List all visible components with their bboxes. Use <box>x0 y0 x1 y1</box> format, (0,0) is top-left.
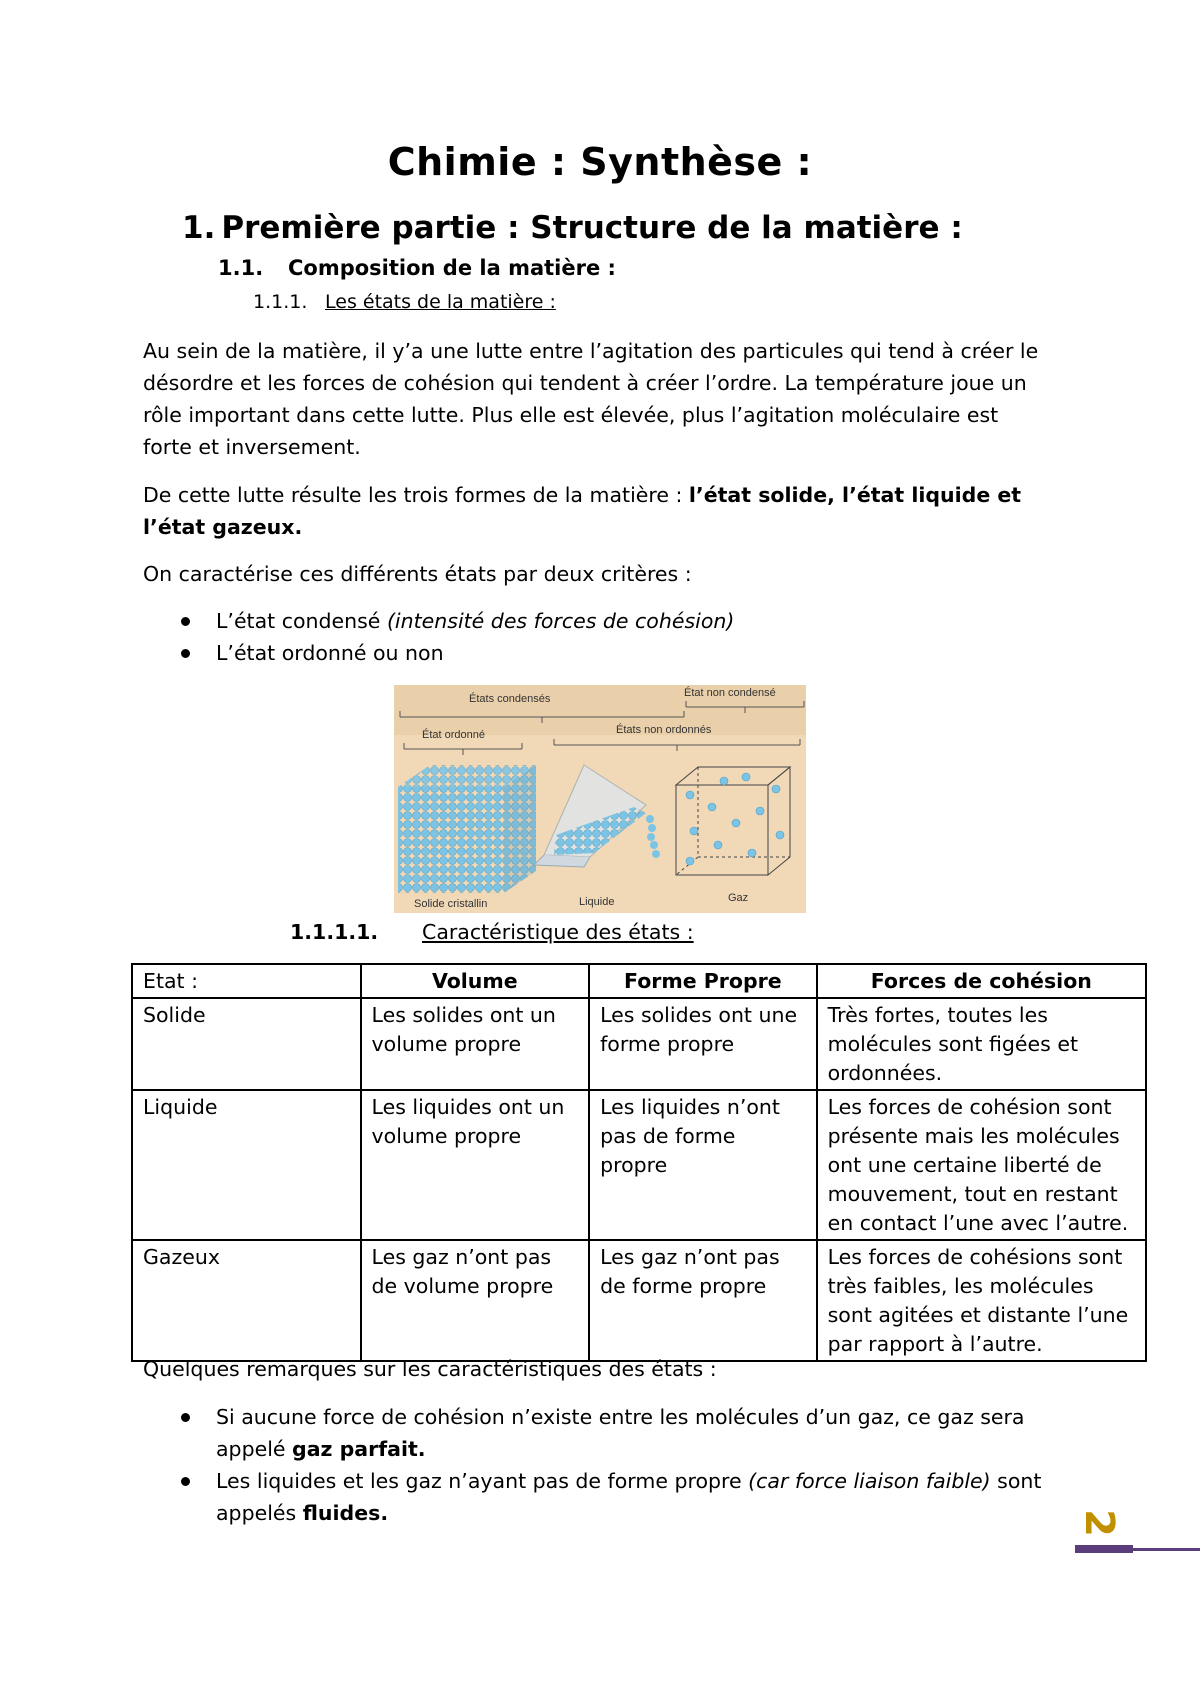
brace-non-ordered <box>554 739 800 751</box>
states-of-matter-figure <box>394 685 806 913</box>
paragraph-intro: Au sein de la matière, il y’a une lutte entre l’agitation des particules qui tend à créer le désordre et les forces de cohésion qui tendent à créer l’ordre. La température joue un rôle important dans cette lutte. Plus elle est élevée, plus l’agitation moléculaire est forte et inversement. <box>143 339 1039 459</box>
criteria-list <box>143 605 734 669</box>
bullet-icon <box>181 617 190 626</box>
section-number: 1.1.1.1. <box>290 920 379 944</box>
section-number: 1. <box>182 210 216 246</box>
table-cell: Très fortes, toutes les molécules sont figées et ordonnées. <box>817 998 1146 1090</box>
label-gas: Gaz <box>728 892 749 904</box>
solid-cube <box>398 765 536 893</box>
paragraph-criteria: On caractérise ces différents états par deux critères : <box>143 562 692 586</box>
remarks-intro: Quelques remarques sur les caractéristiques des états : <box>143 1357 717 1381</box>
paragraph-bold: l’état solide, l’état liquide et l’état gazeux. <box>143 483 1022 539</box>
section-heading-1-1-1-1 <box>290 920 694 944</box>
list-item-text: L’état ordonné ou non <box>216 641 444 665</box>
section-title: Composition de la matière : <box>288 256 616 280</box>
list-item-text: Les liquides et les gaz n’ayant pas de forme propre <box>216 1469 749 1493</box>
list-item-text: sont appelés <box>216 1469 1042 1525</box>
list-item <box>143 637 734 669</box>
section-title: Première partie : Structure de la matière : <box>221 210 963 246</box>
table-cell: Les gaz n’ont pas de volume propre <box>361 1240 590 1361</box>
table-row <box>132 998 1146 1090</box>
table-cell: Les solides ont un volume propre <box>361 998 590 1090</box>
table-cell: Les solides ont une forme propre <box>589 998 817 1090</box>
section-number: 1.1.1. <box>253 291 308 313</box>
list-item <box>143 605 734 637</box>
brace-ordered <box>404 743 522 755</box>
list-item <box>143 1401 1048 1465</box>
states-table <box>131 963 1147 1362</box>
table-header-cell: Etat : <box>132 964 361 998</box>
list-item-text: Si aucune force de cohésion n’existe entre les molécules d’un gaz, ce gaz sera appelé <box>216 1405 1025 1461</box>
remarks-list <box>143 1401 1048 1529</box>
section-number: 1.1. <box>218 256 264 280</box>
table-cell: Les forces de cohésion sont présente mais les molécules ont une certaine liberté de mouvement, tout en restant en contact l’une avec l’autre. <box>817 1090 1146 1240</box>
table-header-cell: Volume <box>361 964 590 998</box>
list-item-bold: gaz parfait. <box>292 1437 426 1461</box>
states-figure-svg <box>394 685 806 913</box>
bullet-icon <box>181 649 190 658</box>
label-non-condensed: État non condensé <box>684 687 776 699</box>
table-cell: Gazeux <box>132 1240 361 1361</box>
page-number: 2 <box>1075 1509 1122 1537</box>
paragraph-text: De cette lutte résulte les trois formes de la matière : <box>143 483 689 507</box>
section-title: Caractéristique des états : <box>422 920 694 944</box>
table-cell: Les gaz n’ont pas de forme propre <box>589 1240 817 1361</box>
section-heading-1-1 <box>218 256 616 280</box>
table-header-cell: Forme Propre <box>589 964 817 998</box>
document-title: Chimie : Synthèse : <box>387 140 813 184</box>
list-item-italic: (car force liaison faible) <box>748 1469 991 1493</box>
list-item <box>143 1465 1048 1529</box>
bullet-icon <box>181 1477 190 1486</box>
liquid-glass <box>534 765 660 867</box>
table-header-cell: Forces de cohésion <box>817 964 1146 998</box>
table-row <box>132 1240 1146 1361</box>
page-footer-tab <box>1075 1545 1133 1553</box>
table-header-row <box>132 964 1146 998</box>
paragraph-forms <box>143 479 1048 543</box>
bullet-icon <box>181 1413 190 1422</box>
gas-particles <box>686 773 784 865</box>
table-cell: Les forces de cohésions sont très faibles, les molécules sont agitées et distante l’une par rapport à l’autre. <box>817 1240 1146 1361</box>
table-cell: Les liquides ont un volume propre <box>361 1090 590 1240</box>
section-heading-1 <box>182 210 963 246</box>
list-item-italic: (intensité des forces de cohésion) <box>386 609 735 633</box>
label-non-ordered: États non ordonnés <box>616 724 712 736</box>
label-condensed: États condensés <box>469 693 551 705</box>
label-liquid: Liquide <box>579 896 615 908</box>
list-item-bold: fluides. <box>302 1501 389 1525</box>
section-heading-1-1-1 <box>253 291 556 313</box>
table-row <box>132 1090 1146 1240</box>
table-cell: Les liquides n’ont pas de forme propre <box>589 1090 817 1240</box>
table-cell: Solide <box>132 998 361 1090</box>
label-solid: Solide cristallin <box>414 898 488 910</box>
section-title: Les états de la matière : <box>325 291 556 313</box>
list-item-text: L’état condensé <box>216 609 387 633</box>
label-ordered: État ordonné <box>422 729 485 741</box>
table-cell: Liquide <box>132 1090 361 1240</box>
